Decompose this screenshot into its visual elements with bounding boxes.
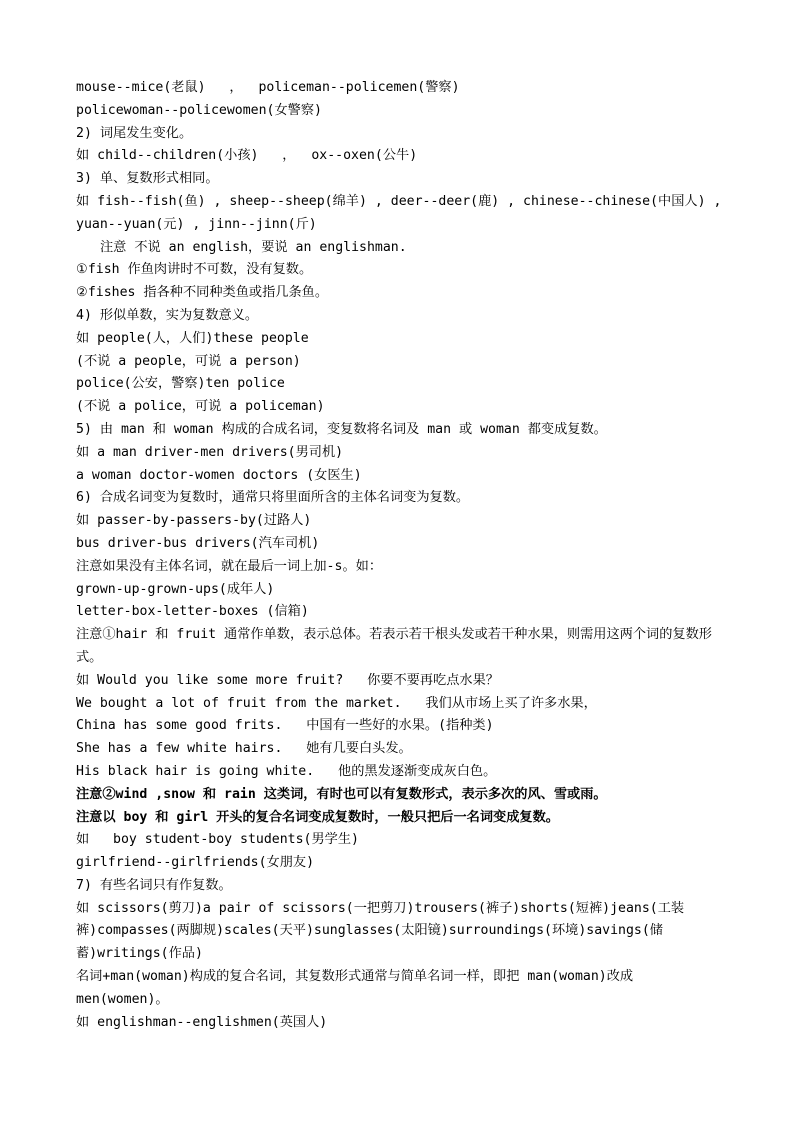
text-line: (不说 a police，可说 a policeman) [76,399,325,415]
text-line: ②fishes 指各种不同种类鱼或指几条鱼。 [76,285,329,301]
text-line: a woman doctor-women doctors (女医生) [76,467,362,483]
text-line: 如 englishman--englishmen(英国人) [76,1014,328,1030]
text-line: 名词+man(woman)构成的复合名词，其复数形式通常与简单名词一样，即把 man(woman)改成 men(women)。 [76,969,642,1007]
text-line: She has a few white hairs. 她有几要白头发。 [76,741,412,757]
text-line: policewoman--policewomen(女警察) [76,102,322,118]
text-line: 如 boy student-boy students(男学生) [76,832,359,848]
text-line: letter-box-letter-boxes (信箱) [76,604,309,620]
text-line: (不说 a people，可说 a person) [76,353,301,369]
text-line: ①fish 作鱼肉讲时不可数，没有复数。 [76,262,313,278]
text-line: bus driver-bus drivers(汽车司机) [76,535,320,551]
text-line: 如 child--children(小孩) ， ox--oxen(公牛) [76,148,418,164]
text-line: mouse--mice(老鼠) ， policeman--policemen(警察) [76,80,460,95]
text-line: 3) 单、复数形式相同。 [76,171,219,187]
text-line: China has some good frits. 中国有一些好的水果。(指种类) [76,718,494,734]
text-line: grown-up-grown-ups(成年人) [76,581,275,597]
text-line: 注意①hair 和 fruit 通常作单数，表示总体。若表示若干根头发或若干种水果，则需用这两个词的复数形式。 [76,627,712,665]
text-line: 如 Would you like some more fruit? 你要不要再吃点水果？ [76,672,499,688]
text-line: 6) 合成名词变为复数时，通常只将里面所含的主体名词变为复数。 [76,490,470,506]
text-line: 如 a man driver-men drivers(男司机) [76,444,344,460]
text-line: police(公安，警察)ten police [76,376,285,392]
text-line: girlfriend--girlfriends(女朋友) [76,855,315,871]
text-line: 如 fish--fish(鱼) , sheep--sheep(绵羊) , deer--deer(鹿) , chinese--chinese(中国人) , yuan--yuan(元) , jinn--jinn(斤) [76,193,730,232]
text-line: 如 scissors(剪刀)a pair of scissors(一把剪刀)trousers(裤子)shorts(短裤)jeans(工装裤)compasses(两脚规)scales(天平)sunglasses(太阳镜)surroundings(环境)savings(储蓄)writings(作品) [76,900,685,962]
text-line: His black hair is going white. 他的黑发逐渐变成灰白色。 [76,763,497,779]
text-line: 注意如果没有主体名词，就在最后一词上加-s。如： [76,558,383,574]
text-line: We bought a lot of fruit from the market. 我们从市场上买了许多水果， [76,695,597,711]
text-line: 7) 有些名词只有作复数。 [76,877,232,893]
text-line: 如 people(人，人们)these people [76,330,309,346]
text-line: 如 passer-by-passers-by(过路人) [76,513,312,529]
text-line: 4) 形似单数，实为复数意义。 [76,307,259,323]
bold-note-line: 注意以 boy 和 girl 开头的复合名词变成复数时，一般只把后一名词变成复数。 [76,809,559,825]
text-line: 2) 词尾发生变化。 [76,125,193,141]
document-body [76,77,730,1034]
text-line: 5) 由 man 和 woman 构成的合成名词，变复数将名词及 man 或 woman 都变成复数。 [76,421,607,437]
bold-note-line: 注意②wind ,snow 和 rain 这类词，有时也可以有复数形式，表示多次的风、雪或雨。 [76,786,607,802]
text-line: 注意 不说 an english，要说 an englishman. [100,239,407,255]
